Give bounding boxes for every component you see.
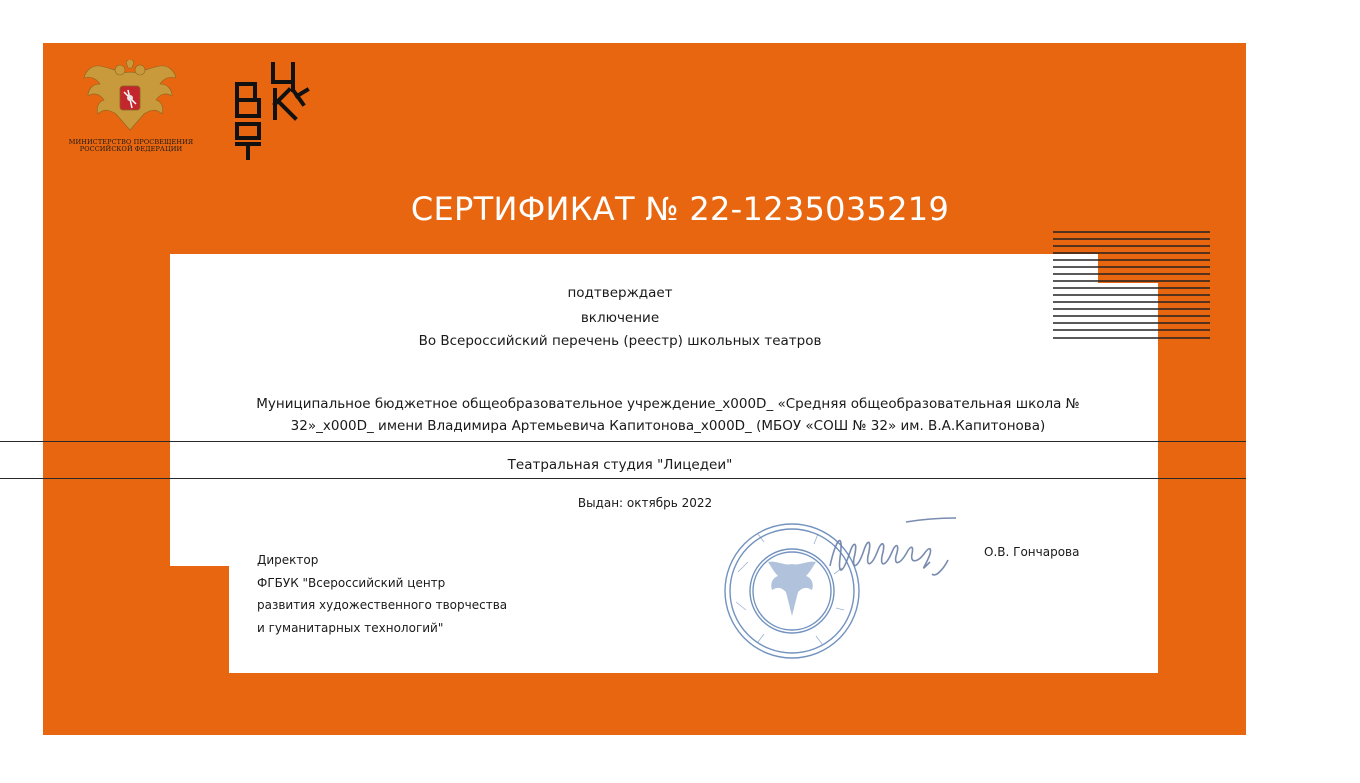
ministry-line-1: МИНИСТЕРСТВО ПРОСВЕЩЕНИЯ — [68, 138, 194, 146]
ministry-line-2: РОССИЙСКОЙ ФЕДЕРАЦИИ — [79, 145, 183, 153]
issued-date: Выдан: октябрь 2022 — [577, 496, 713, 510]
vcht-logo-icon — [233, 60, 313, 160]
inclusion-text: включение — [580, 310, 660, 326]
organization-name — [188, 393, 1148, 437]
certificate-title: СЕРТИФИКАТ № 22-1235035219 — [410, 190, 950, 228]
divider-bottom — [0, 478, 1246, 479]
director-block — [257, 549, 507, 639]
divider-top — [0, 441, 1246, 442]
director-org-line-3: и гуманитарных технологий" — [257, 620, 444, 635]
ministry-caption — [58, 139, 204, 153]
signer-name: О.В. Гончарова — [984, 545, 1080, 559]
registry-text: Во Всероссийский перечень (реестр) школьных театров — [418, 333, 822, 349]
confirms-text: подтверждает — [567, 285, 673, 301]
coat-of-arms-icon — [82, 60, 178, 134]
director-org-line-1: ФГБУК "Всероссийский центр — [257, 575, 446, 590]
organization-line-1: Муниципальное бюджетное общеобразовательное учреждение_x000D_ «Средняя общеобразовательная школа № — [256, 396, 1080, 412]
director-title: Директор — [257, 553, 319, 567]
studio-name: Театральная студия "Лицедеи" — [507, 457, 733, 473]
official-seal-icon — [718, 512, 968, 662]
organization-line-2: 32»_x000D_ имени Владимира Артемьевича Капитонова_x000D_ (МБОУ «СОШ № 32» им. В.А.Капитонова) — [290, 418, 1046, 434]
director-org-line-2: развития художественного творчества — [257, 598, 508, 612]
